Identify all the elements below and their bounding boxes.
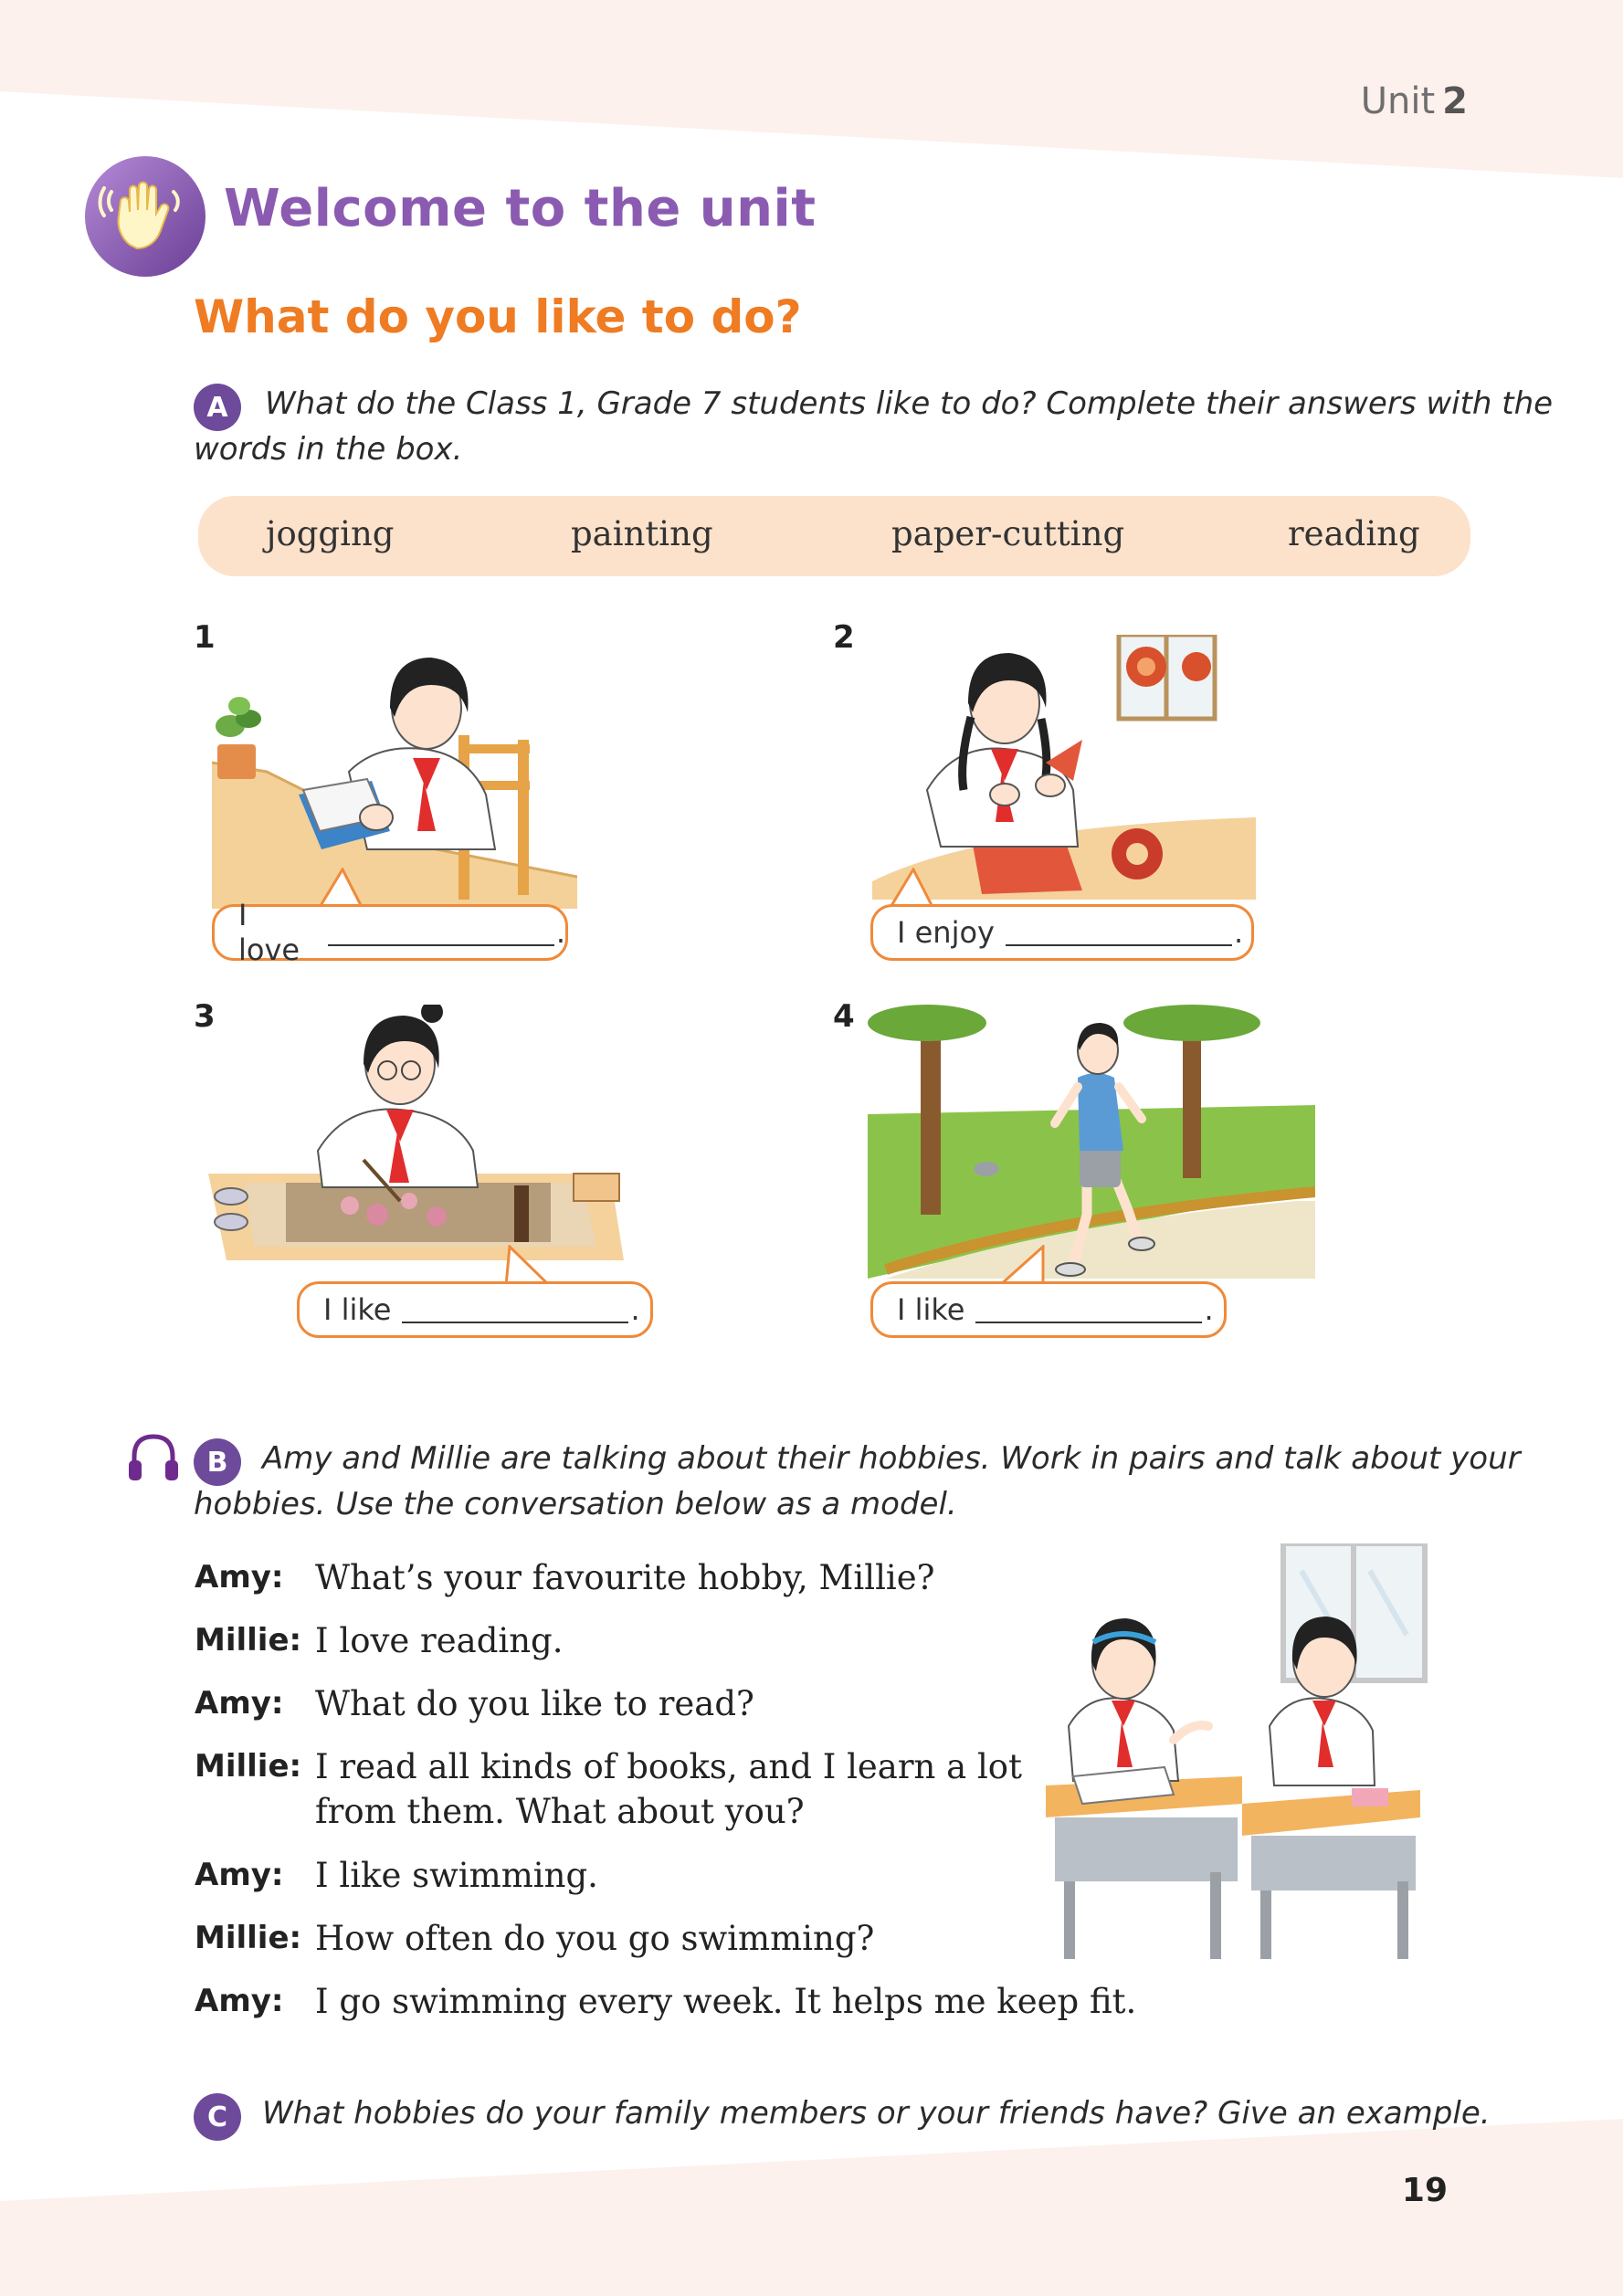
answer-bubble-1 [212,898,568,967]
answer-blank-2[interactable] [1006,919,1232,946]
dialogue-speaker: Millie: [195,1748,302,1785]
waving-hand-icon [84,155,206,278]
item-number-1: 1 [194,619,216,656]
illustration-boy-jogging [868,1005,1315,1279]
answer-end-4: . [1204,1292,1214,1327]
word-reading: reading [1288,514,1420,553]
dialogue-speaker: Amy: [195,1685,284,1722]
dialogue-line: How often do you go swimming? [315,1919,875,1958]
bubble-tail-1 [315,868,370,909]
answer-bubble-3 [297,1281,653,1338]
answer-end-1: . [555,915,565,950]
bubble-tail-3 [502,1245,557,1286]
dialogue-line: What’s your favourite hobby, Millie? [315,1558,935,1597]
unit-number: 2 [1442,80,1468,122]
unit-label-text: Unit [1360,80,1436,122]
illustration-girl-paper-cutting [872,635,1256,900]
exercise-a-instruction-line1: What do the Class 1, Grade 7 students like to do? Complete their answers with the [265,385,1554,422]
bubble-tail-4 [996,1245,1050,1286]
unit-label [1361,80,1468,122]
answer-blank-4[interactable] [975,1296,1202,1323]
item-number-2: 2 [833,619,855,656]
illustration-girls-talking [1046,1543,1429,1964]
exercise-a-instruction-line2: words in the box. [194,431,463,468]
dialogue-line: I love reading. [315,1621,564,1660]
word-painting: painting [571,514,713,553]
answer-end-2: . [1233,915,1244,950]
page-number: 19 [1401,2172,1448,2209]
answer-prompt-2: I enjoy [897,915,995,950]
dialogue-line-continued: from them. What about you? [315,1792,805,1831]
dialogue-speaker: Amy: [195,1559,284,1596]
dialogue-speaker: Millie: [195,1622,302,1659]
dialogue-line: I read all kinds of books, and I learn a lot [315,1747,1022,1786]
exercise-c-badge: C [194,2093,241,2141]
dialogue-line: I go swimming every week. It helps me keep fit. [315,1982,1137,2021]
exercise-c-instruction: What hobbies do your family members or your friends have? Give an example. [262,2095,1491,2132]
exercise-b-instruction-line2: hobbies. Use the conversation below as a model. [194,1486,957,1522]
word-jogging: jogging [266,514,395,553]
dialogue-speaker: Amy: [195,1983,284,2019]
answer-blank-3[interactable] [402,1296,628,1323]
exercise-a-badge: A [194,384,241,431]
answer-bubble-2 [870,904,1254,961]
illustration-girl-painting [208,1005,628,1269]
headphones-icon[interactable] [125,1429,182,1486]
section-title: Welcome to the unit [224,179,817,238]
exercise-b-instruction-line1: Amy and Millie are talking about their hobbies. Work in pairs and talk about your [262,1440,1521,1477]
word-box [198,496,1470,576]
bubble-tail-2 [886,868,941,909]
dialogue-speaker: Amy: [195,1857,284,1893]
dialogue-speaker: Millie: [195,1920,302,1956]
exercise-b-badge: B [194,1438,241,1486]
item-number-3: 3 [194,998,216,1035]
answer-prompt-3: I like [323,1292,392,1327]
dialogue-line: I like swimming. [315,1856,598,1895]
answer-blank-1[interactable] [328,919,553,946]
dialogue-line: What do you like to read? [315,1684,754,1723]
answer-bubble-4 [870,1281,1227,1338]
section-subtitle: What do you like to do? [194,290,802,343]
answer-prompt-1: I love [238,898,300,967]
illustration-girl-reading [212,635,577,909]
word-paper-cutting: paper-cutting [891,514,1125,553]
answer-prompt-4: I like [897,1292,965,1327]
answer-end-3: . [630,1292,640,1327]
item-number-4: 4 [833,998,855,1035]
